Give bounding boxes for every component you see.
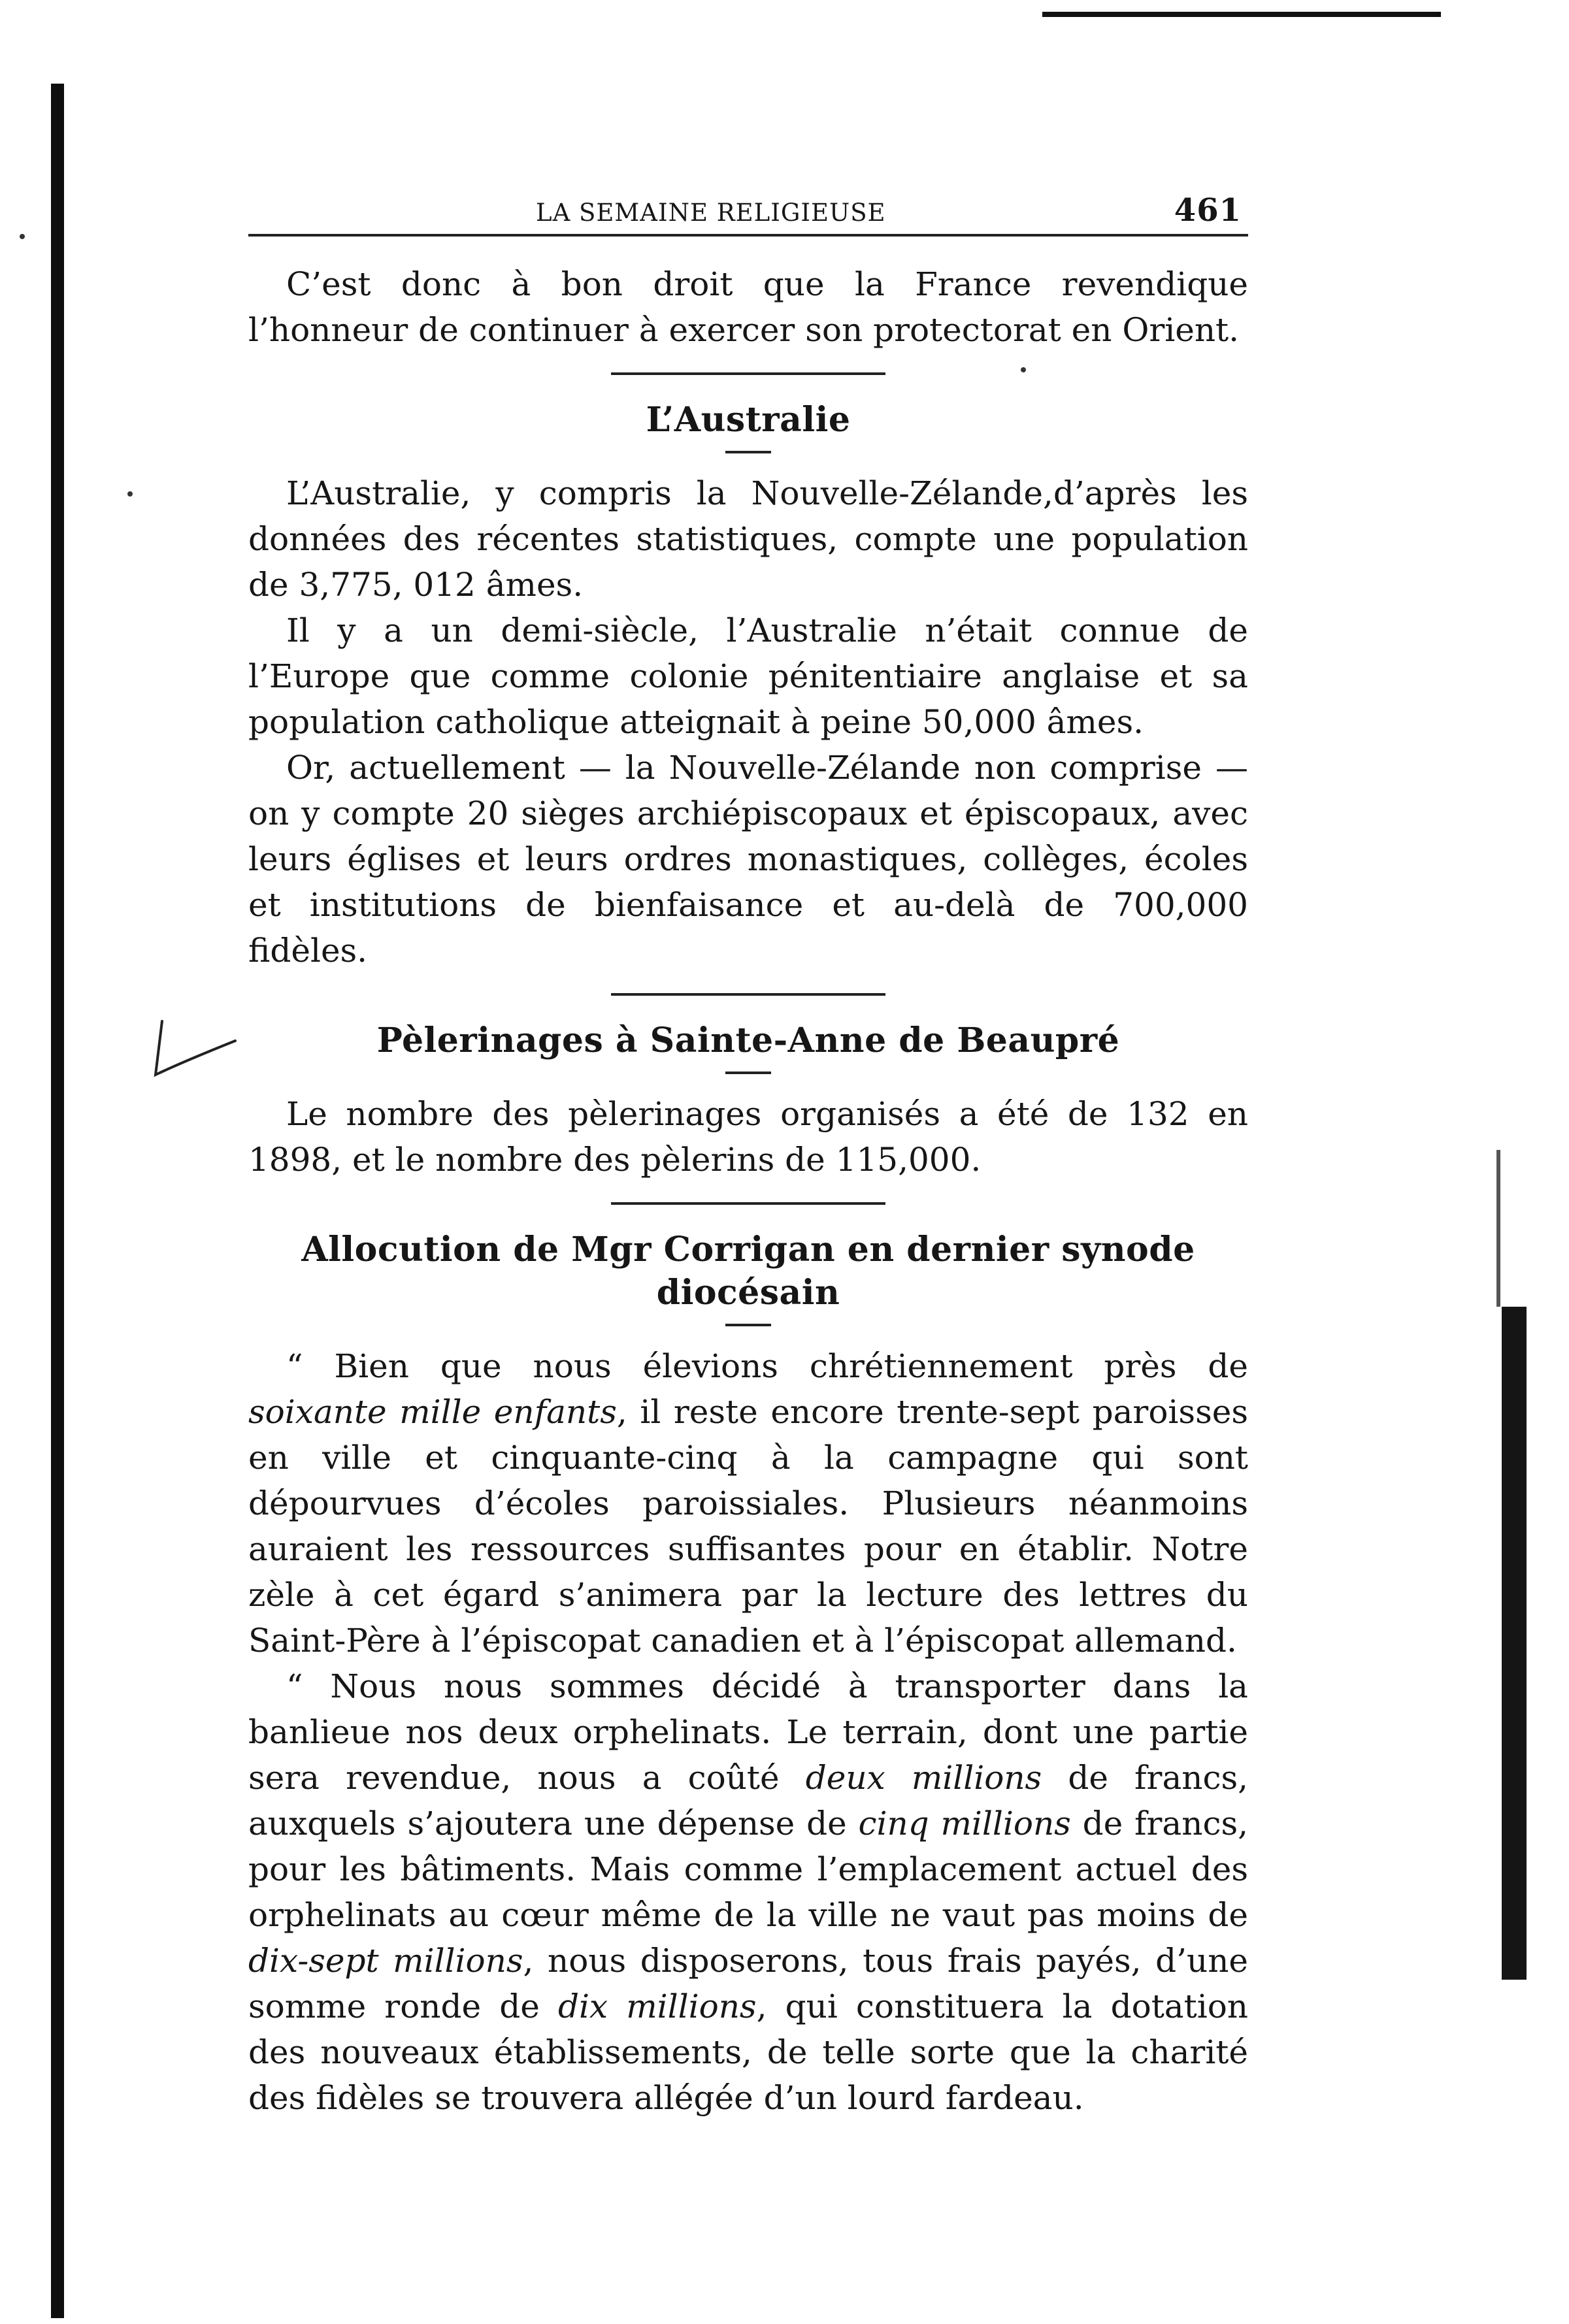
running-header xyxy=(248,183,1248,237)
scan-speck xyxy=(127,491,133,497)
section-separator xyxy=(611,372,885,375)
section-heading-pelerinages: Pèlerinages à Sainte-Anne de Beaupré xyxy=(376,1021,1120,1060)
paragraph: Il y a un demi-siècle, l’Australie n’était connue de l’Europe que comme colonie pénitentiaire anglaise et sa population catholique atteignait à peine 50,000 âmes. xyxy=(248,612,1248,741)
scan-speck xyxy=(20,234,25,239)
section-separator xyxy=(611,1202,885,1205)
italic-run: deux millions xyxy=(805,1759,1042,1797)
text-run: “ Bien que nous élevions chrétiennement près de xyxy=(286,1347,1248,1385)
scan-binding-shadow xyxy=(51,84,64,2318)
text-run: , il reste encore trente-sept paroisses en ville et cinquante-cinq à la campagne qui sont dépourvues d’écoles paroissiales. Plusieurs néanmoins auraient les ressources suffisantes pour en établir. Notre zèle à cet égard s’animera par la lecture des lettres du Saint-Père à l’épiscopat canadien et à l’épiscopat allemand. xyxy=(248,1393,1248,1660)
page-content xyxy=(248,183,1248,2121)
paragraph: Le nombre des pèlerinages organisés a été de 132 en 1898, et le nombre des pèlerins de 115,000. xyxy=(248,1095,1248,1179)
italic-run: dix-sept millions xyxy=(248,1942,523,1980)
page-number: 461 xyxy=(1174,192,1242,229)
quote-paragraph xyxy=(248,1663,1248,2121)
italic-run: soixante mille enfants xyxy=(248,1393,617,1431)
scan-top-rule xyxy=(1042,12,1441,17)
handwritten-margin-mark xyxy=(144,1016,242,1088)
italic-run: dix millions xyxy=(557,1988,757,2025)
heading-dash xyxy=(725,1072,771,1074)
paragraph: L’Australie, y compris la Nouvelle-Zélande,d’après les données des récentes statistiques, compte une population de 3,775, 012 âmes. xyxy=(248,474,1248,604)
running-title: LA SEMAINE RELIGIEUSE xyxy=(536,199,886,227)
heading-dash xyxy=(725,1324,771,1326)
scan-edge-shadow xyxy=(1502,1307,1527,1980)
heading-dash xyxy=(725,451,771,453)
section-separator xyxy=(611,993,885,996)
scan-edge-shadow-thin xyxy=(1496,1150,1500,1307)
section-heading-australie: L’Australie xyxy=(646,400,851,440)
text-run: , qui constituera la dotation des nouveaux établissements, de telle sorte que la charité des fidèles se trouvera allégée d’un lourd fardeau. xyxy=(248,1988,1248,2117)
text-run: , nous disposerons, tous frais payés, d’une somme ronde de xyxy=(248,1942,1248,2025)
text-run: de francs, auxquels s’ajoutera une dépense de xyxy=(248,1759,1249,1842)
intro-paragraph: C’est donc à bon droit que la France revendique l’honneur de continuer à exercer son protectorat en Orient. xyxy=(248,265,1248,349)
italic-run: cinq millions xyxy=(858,1805,1071,1842)
text-run: “ Nous nous sommes décidé à transporter dans la banlieue nos deux orphelinats. Le terrain, dont une partie sera revendue, nous a coûté xyxy=(248,1667,1248,1797)
quote-paragraph xyxy=(248,1343,1248,1663)
section-heading-allocution: Allocution de Mgr Corrigan en dernier synode diocésain xyxy=(301,1230,1195,1313)
text-run: de francs, pour les bâtiments. Mais comme l’emplacement actuel des orphelinats au cœur même de la ville ne vaut pas moins de xyxy=(248,1805,1249,1934)
paragraph: Or, actuellement — la Nouvelle-Zélande non comprise — on y compte 20 sièges archiépiscopaux et épiscopaux, avec leurs églises et leurs ordres monastiques, collèges, écoles et institutions de bienfaisance et au-delà de 700,000 fidèles. xyxy=(248,749,1248,970)
